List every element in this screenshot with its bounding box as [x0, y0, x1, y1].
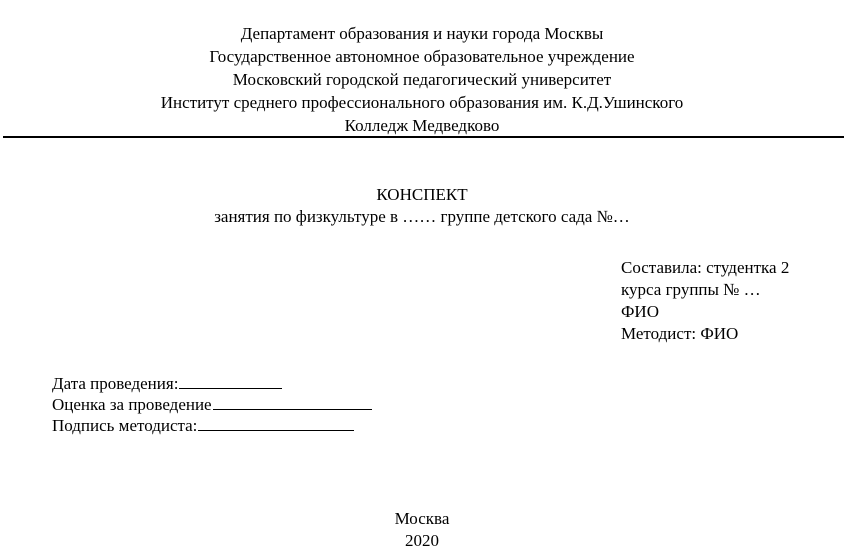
grade-label: Оценка за проведение [52, 395, 212, 414]
signature-label: Подпись методиста: [52, 416, 198, 435]
date-blank-line [179, 373, 282, 389]
author-line-name: ФИО [621, 302, 659, 321]
footer-city: Москва [394, 509, 450, 528]
grade-row [52, 394, 372, 415]
document-subtitle: занятия по физкультуре в …… группе детского сада №… [214, 207, 630, 226]
grade-blank-line [213, 394, 372, 410]
header-line-institute: Институт среднего профессионального образования им. К.Д.Ушинского [160, 93, 684, 112]
date-row [52, 373, 372, 394]
author-line-supervisor: Методист: ФИО [621, 324, 739, 343]
author-line-group: курса группы № … [621, 280, 761, 299]
header-divider [3, 136, 844, 138]
document-title: КОНСПЕКТ [376, 185, 468, 204]
header-line-department: Департамент образования и науки города Москвы [240, 24, 604, 43]
signature-row [52, 415, 372, 436]
author-line-compiled-by: Составила: студентка 2 [621, 258, 790, 277]
signature-blank-line [198, 415, 354, 431]
document-title-block [0, 184, 844, 228]
header-line-university: Московский городской педагогический университет [232, 70, 612, 89]
institution-header [0, 22, 844, 137]
evaluation-form [52, 373, 372, 436]
footer-year: 2020 [405, 531, 439, 550]
header-line-college: Колледж Медведково [344, 116, 500, 135]
date-label: Дата проведения: [52, 374, 179, 393]
header-line-institution-type: Государственное автономное образовательное учреждение [209, 47, 635, 66]
document-footer [0, 508, 844, 552]
author-info [621, 257, 789, 345]
